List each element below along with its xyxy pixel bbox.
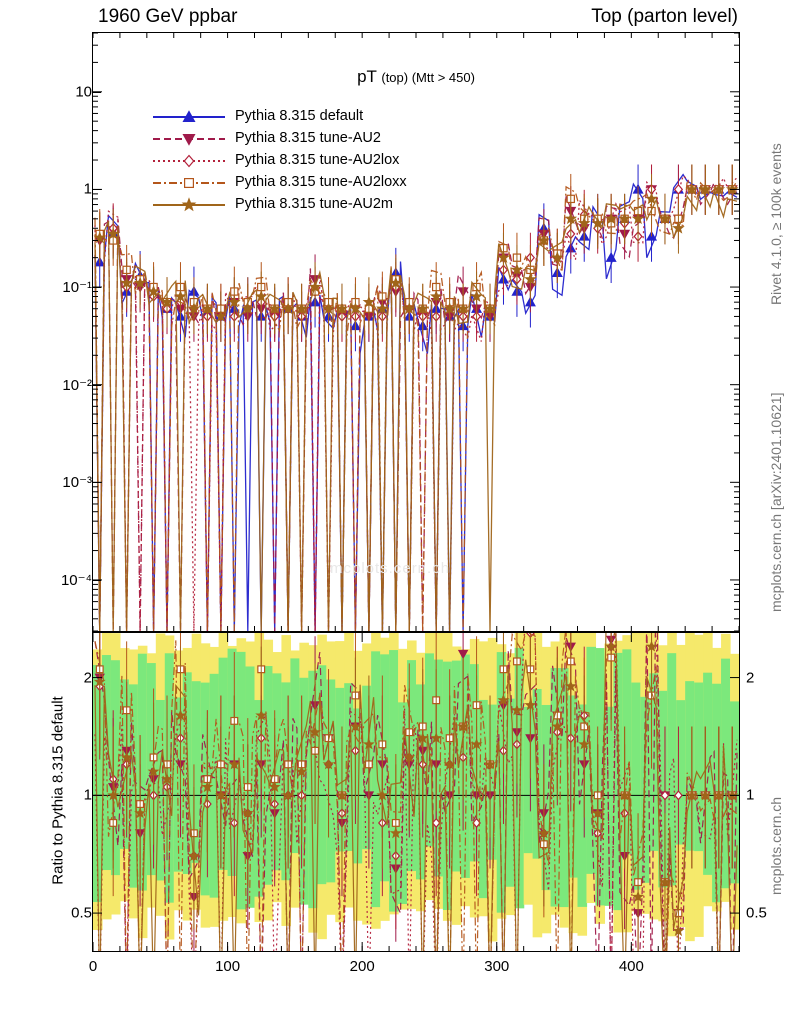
- main-y-tick-label: 10⁻²: [62, 376, 92, 394]
- main-y-tick-label: 10⁻³: [62, 474, 92, 492]
- main-y-tick-mark: [92, 287, 101, 288]
- legend-entry: [153, 171, 407, 193]
- main-y-tick-label: 1: [83, 180, 92, 198]
- ratio-plot-panel: [92, 632, 740, 952]
- legend-entry-label: Pythia 8.315 default: [235, 108, 364, 124]
- mcplots-caption: mcplots.cern.ch: [768, 796, 784, 895]
- main-y-tick-mark: [92, 92, 101, 93]
- arxiv-reference-caption: mcplots.cern.ch [arXiv:2401.10621]: [768, 392, 784, 612]
- header-left-label: 1960 GeV ppbar: [98, 6, 238, 27]
- legend-key-icon: [153, 153, 225, 167]
- legend-entry-label: Pythia 8.315 tune-AU2lox: [235, 152, 400, 168]
- main-y-tick-mark: [92, 580, 101, 581]
- x-tick-label: 200: [349, 958, 375, 975]
- x-tick-label: 400: [618, 958, 644, 975]
- main-y-tick-mark: [92, 189, 101, 190]
- main-plot-panel: [92, 32, 740, 632]
- main-y-tick-mark: [92, 482, 101, 483]
- x-tick-label: 0: [88, 958, 98, 975]
- legend-entry: [153, 105, 407, 127]
- x-tick-label: 300: [484, 958, 510, 975]
- rivet-version-caption: Rivet 4.1.0, ≥ 100k events: [768, 143, 784, 305]
- plot-title-sub: (top) (Mtt > 450): [381, 70, 475, 85]
- main-y-tick-label: 10: [75, 83, 92, 101]
- legend: [153, 105, 407, 215]
- legend-key-icon: [153, 197, 225, 211]
- main-y-tick-label: 10⁻⁴: [60, 571, 92, 589]
- main-y-tick-label: 10⁻¹: [62, 279, 92, 297]
- legend-entry-label: Pythia 8.315 tune-AU2loxx: [235, 174, 407, 190]
- legend-entry: [153, 127, 407, 149]
- plot-title: [93, 67, 739, 87]
- legend-entry: [153, 149, 407, 171]
- legend-entry-label: Pythia 8.315 tune-AU2m: [235, 196, 393, 212]
- x-tick-label: 100: [215, 958, 241, 975]
- watermark: mcplots.cern.ch: [330, 560, 451, 577]
- legend-key-icon: [153, 175, 225, 189]
- ratio-y-tick-label-right: 2: [746, 669, 755, 687]
- plot-title-main: pT: [357, 67, 377, 86]
- legend-key-icon: [153, 131, 225, 145]
- ratio-y-tick-label-left: 1: [83, 786, 92, 804]
- legend-entry: [153, 193, 407, 215]
- ratio-y-tick-label-right: 1: [746, 786, 755, 804]
- ratio-y-tick-label-left: 0.5: [71, 904, 92, 922]
- ratio-plot-canvas: [93, 633, 739, 951]
- ratio-y-axis-label: Ratio to Pythia 8.315 default: [49, 696, 67, 885]
- ratio-y-tick-label-left: 2: [83, 669, 92, 687]
- legend-entry-label: Pythia 8.315 tune-AU2: [235, 130, 381, 146]
- header-right-label: Top (parton level): [591, 6, 738, 27]
- main-y-tick-mark: [92, 385, 101, 386]
- legend-key-icon: [153, 109, 225, 123]
- ratio-y-tick-label-right: 0.5: [746, 904, 767, 922]
